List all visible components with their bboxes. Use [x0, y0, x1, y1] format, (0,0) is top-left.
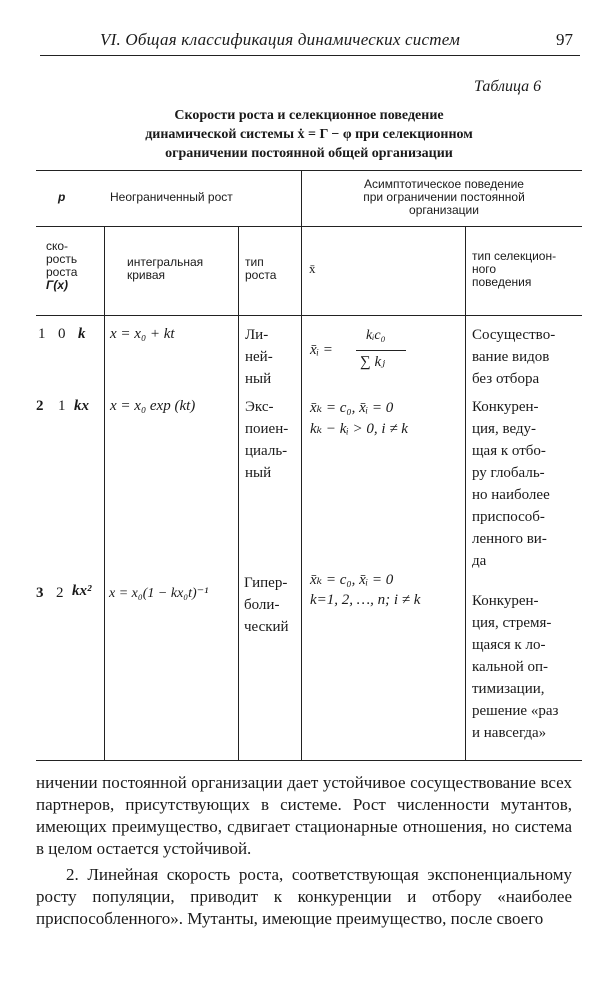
subheader-bottom-rule [36, 315, 582, 316]
col-divider-integral [104, 226, 105, 760]
header-asymptotic-line: организации [409, 203, 479, 217]
row-1-asymptote-lhs: x̄ᵢ = [310, 342, 333, 358]
row-3-integral: x = x₀(1 − kx₀t)⁻¹ [109, 586, 209, 601]
paragraph: ничении постоянной организации дает устойчивое сосуществование всех партнеров, присутствующих в системе. Рост численности мутантов, имеющих преимущество, сдвигает стационарные отношения, но система в целом остается устойчивой. [36, 773, 572, 858]
selection-line: вание видов [472, 349, 550, 365]
selection-line: ленного ви- [472, 531, 547, 547]
table-caption [36, 106, 582, 163]
subheader-growth-type [245, 256, 276, 282]
row-3-selection [472, 590, 558, 744]
subheader-selection-line: поведения [472, 275, 532, 289]
row-3-rate: kx² [72, 583, 92, 599]
subheader-selection-line: ного [472, 262, 497, 276]
header-p: p [58, 190, 66, 204]
selection-line: щая к отбо- [472, 443, 546, 459]
col-divider-type [238, 226, 239, 760]
growth-type-line: ческий [244, 619, 289, 635]
selection-line: щаяся к ло- [472, 637, 546, 653]
selection-line: Конкурен- [472, 593, 539, 609]
selection-line: решение «раз [472, 703, 559, 719]
table-bottom-rule [36, 760, 582, 761]
subheader-xbar: x̄ [309, 261, 316, 276]
growth-type-line: Экс- [245, 399, 274, 415]
row-2-num: 2 [36, 398, 44, 414]
row-3-asymptote-line1: x̄ₖ = c₀, x̄ᵢ = 0 [310, 572, 394, 588]
growth-type-line: Ли- [245, 327, 269, 343]
row-3-p: 2 [56, 585, 64, 601]
selection-line: без отбора [472, 371, 540, 387]
selection-line: но наиболее [472, 487, 550, 503]
row-1-integral: x = x₀ + kt [110, 326, 175, 342]
header-rule [40, 55, 580, 56]
subheader-rate-line: рость [46, 252, 78, 266]
row-2-asymptote-line1: x̄ₖ = c₀, x̄ᵢ = 0 [310, 400, 394, 416]
subheader-integral-line: кривая [127, 268, 166, 282]
subheader-integral-curve [127, 256, 203, 282]
growth-type-line: ный [245, 465, 272, 481]
paragraph: 2. Линейная скорость роста, соответствующая экспоненциальному росту популяции, приводит к конкуренции и отбору «наиболее приспособленного». Мутанты, имеющие преимущество, после своего [36, 865, 572, 928]
row-1-growth-type [245, 324, 273, 390]
row-3-asymptote-line2: k=1, 2, …, n; i ≠ k [310, 592, 421, 608]
row-1-selection [472, 324, 555, 390]
selection-line: ру глобаль- [472, 465, 545, 481]
row-3-num: 3 [36, 585, 44, 601]
selection-line: кальной оп- [472, 659, 549, 675]
col-divider-main [301, 170, 302, 760]
caption-line: ограничении постоянной общей организации [165, 146, 453, 161]
table-label: Таблица 6 [474, 78, 542, 95]
growth-type-line: ный [245, 371, 272, 387]
subheader-selection-line: тип селекцион- [472, 249, 557, 263]
row-2-p: 1 [58, 398, 66, 414]
row-1-fraction-bar [356, 350, 406, 351]
header-bottom-rule [36, 226, 582, 227]
row-1-asymptote-numerator: kᵢc₀ [366, 328, 386, 343]
growth-type-line: ней- [245, 349, 273, 365]
selection-line: Конкурен- [472, 399, 539, 415]
selection-line: ция, веду- [472, 421, 537, 437]
selection-line: приспособ- [472, 509, 545, 525]
subheader-selection-type [472, 250, 556, 289]
selection-line: да [472, 553, 487, 569]
subheader-rate-line: ско- [46, 239, 69, 253]
header-asymptotic-line: при ограничении постоянной [363, 190, 525, 204]
subheader-integral-line: интегральная [127, 255, 204, 269]
header-asymptotic [306, 178, 582, 217]
col-divider-selection [465, 226, 466, 760]
caption-line: Скорости роста и селекционное поведение [174, 108, 444, 123]
running-header-title: VI. Общая классификация динамических систем [100, 30, 461, 49]
growth-type-line: поиен- [245, 421, 289, 437]
caption-line: динамической системы ẋ = Γ − φ при селекционном [145, 127, 473, 142]
header-unbounded-growth: Неограниченный рост [110, 190, 233, 204]
selection-line: Сосуществo- [472, 327, 556, 343]
row-2-growth-type [245, 396, 288, 484]
subheader-growth-type-line: роста [245, 268, 277, 282]
row-1-num: 1 [38, 326, 46, 342]
row-1-rate: k [78, 326, 86, 342]
row-1-asymptote-denominator: ∑ kⱼ [360, 354, 386, 370]
row-2-selection [472, 396, 550, 572]
table-top-rule [36, 170, 582, 171]
growth-type-line: Гипер- [244, 575, 288, 591]
selection-line: ция, стремя- [472, 615, 552, 631]
selection-line: и навсегда» [472, 725, 547, 741]
row-2-rate: kx [74, 398, 89, 414]
selection-line: тимизации, [472, 681, 545, 697]
subheader-rate [46, 240, 77, 292]
body-text [36, 772, 572, 930]
row-1-p: 0 [58, 326, 66, 342]
row-2-integral: x = x₀ exp (kt) [110, 398, 196, 414]
subheader-growth-type-line: тип [245, 255, 264, 269]
page-number: 97 [556, 30, 573, 49]
header-asymptotic-line: Асимптотическое поведение [364, 177, 524, 191]
row-3-growth-type [244, 572, 289, 638]
subheader-rate-line: Γ(x) [46, 278, 68, 292]
row-2-asymptote-line2: kₖ − kᵢ > 0, i ≠ k [310, 421, 408, 437]
subheader-rate-line: роста [46, 265, 78, 279]
growth-type-line: циаль- [245, 443, 288, 459]
growth-type-line: боли- [244, 597, 280, 613]
